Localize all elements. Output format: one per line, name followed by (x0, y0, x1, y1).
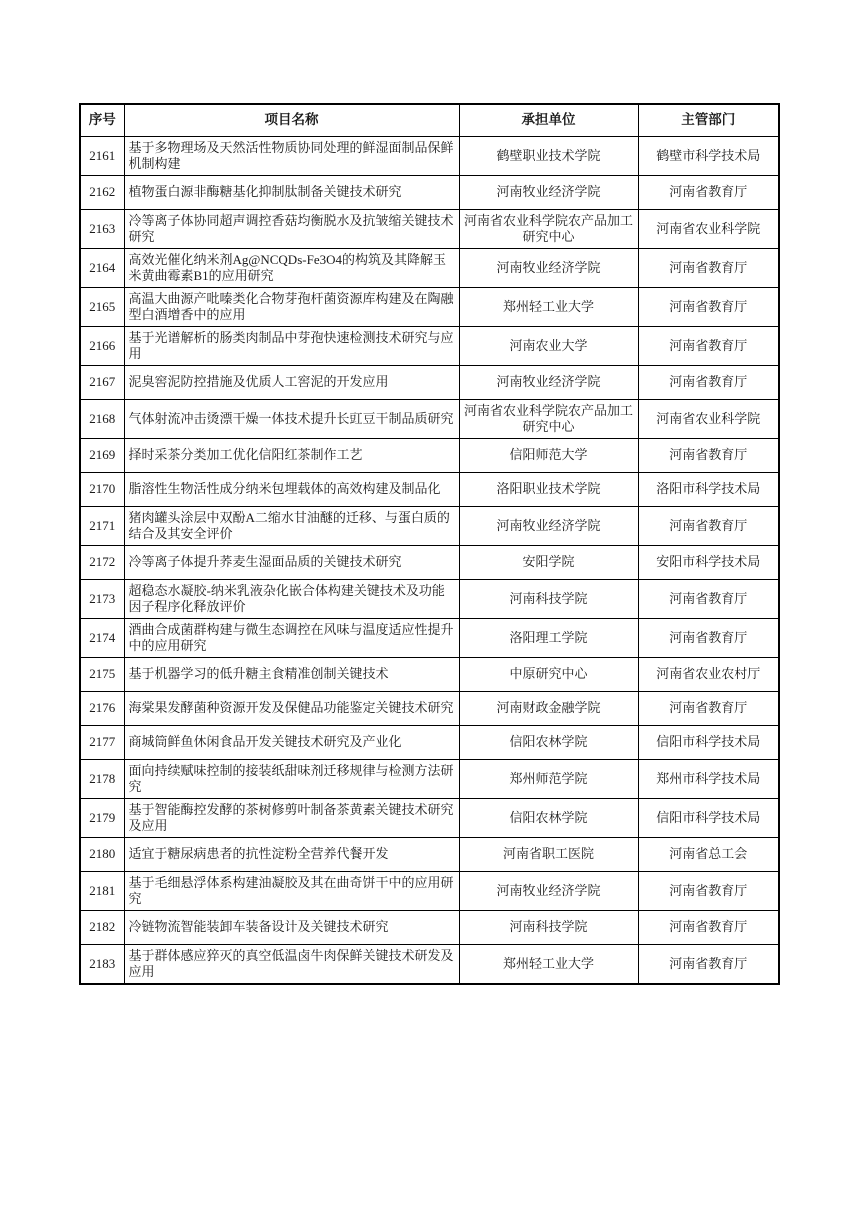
cell-no: 2177 (80, 725, 124, 759)
cell-name: 冷等离子体提升荞麦生湿面品质的关键技术研究 (124, 545, 459, 579)
table-row (80, 944, 779, 984)
cell-name: 商城筒鲜鱼休闲食品开发关键技术研究及产业化 (124, 725, 459, 759)
cell-dept: 河南省教育厅 (638, 910, 779, 944)
table-row (80, 399, 779, 438)
cell-name: 猪肉罐头涂层中双酚A二缩水甘油醚的迁移、与蛋白质的结合及其安全评价 (124, 506, 459, 545)
cell-name: 脂溶性生物活性成分纳米包埋载体的高效构建及制品化 (124, 472, 459, 506)
table-body (80, 136, 779, 984)
cell-dept: 河南省教育厅 (638, 175, 779, 209)
table-row (80, 438, 779, 472)
header-dept: 主管部门 (638, 104, 779, 136)
cell-unit: 安阳学院 (459, 545, 638, 579)
cell-unit: 洛阳职业技术学院 (459, 472, 638, 506)
cell-dept: 信阳市科学技术局 (638, 798, 779, 837)
cell-unit: 河南省农业科学院农产品加工研究中心 (459, 209, 638, 248)
table-row (80, 365, 779, 399)
cell-name: 超稳态水凝胶-纳米乳液杂化嵌合体构建关键技术及功能因子程序化释放评价 (124, 579, 459, 618)
cell-name: 泥臭窖泥防控措施及优质人工窖泥的开发应用 (124, 365, 459, 399)
cell-dept: 河南省教育厅 (638, 365, 779, 399)
cell-name: 基于智能酶控发酵的茶树修剪叶制备茶黄素关键技术研究及应用 (124, 798, 459, 837)
cell-unit: 郑州轻工业大学 (459, 944, 638, 984)
cell-dept: 河南省教育厅 (638, 944, 779, 984)
cell-no: 2180 (80, 837, 124, 871)
cell-dept: 河南省教育厅 (638, 326, 779, 365)
cell-unit: 洛阳理工学院 (459, 618, 638, 657)
table-row (80, 248, 779, 287)
cell-name: 基于多物理场及天然活性物质协同处理的鲜湿面制品保鲜机制构建 (124, 136, 459, 175)
cell-unit: 河南牧业经济学院 (459, 365, 638, 399)
cell-name: 冷等离子体协同超声调控香菇均衡脱水及抗皱缩关键技术研究 (124, 209, 459, 248)
cell-no: 2161 (80, 136, 124, 175)
table-row (80, 759, 779, 798)
cell-no: 2165 (80, 287, 124, 326)
projects-table-container (79, 103, 780, 985)
cell-no: 2162 (80, 175, 124, 209)
cell-no: 2179 (80, 798, 124, 837)
cell-dept: 河南省农业农村厅 (638, 657, 779, 691)
cell-no: 2182 (80, 910, 124, 944)
cell-unit: 信阳农林学院 (459, 725, 638, 759)
cell-name: 冷链物流智能装卸车装备设计及关键技术研究 (124, 910, 459, 944)
header-no: 序号 (80, 104, 124, 136)
table-header (80, 104, 779, 136)
cell-no: 2167 (80, 365, 124, 399)
cell-unit: 河南牧业经济学院 (459, 506, 638, 545)
cell-unit: 河南农业大学 (459, 326, 638, 365)
cell-unit: 河南牧业经济学院 (459, 871, 638, 910)
cell-unit: 中原研究中心 (459, 657, 638, 691)
cell-name: 基于机器学习的低升糖主食精准创制关键技术 (124, 657, 459, 691)
table-row (80, 691, 779, 725)
cell-unit: 郑州师范学院 (459, 759, 638, 798)
cell-unit: 河南省职工医院 (459, 837, 638, 871)
header-name: 项目名称 (124, 104, 459, 136)
table-row (80, 618, 779, 657)
table-row (80, 579, 779, 618)
cell-no: 2183 (80, 944, 124, 984)
cell-no: 2181 (80, 871, 124, 910)
cell-unit: 河南财政金融学院 (459, 691, 638, 725)
cell-no: 2174 (80, 618, 124, 657)
cell-unit: 信阳农林学院 (459, 798, 638, 837)
cell-no: 2176 (80, 691, 124, 725)
cell-name: 面向持续赋味控制的接装纸甜味剂迁移规律与检测方法研究 (124, 759, 459, 798)
cell-dept: 郑州市科学技术局 (638, 759, 779, 798)
cell-no: 2172 (80, 545, 124, 579)
cell-dept: 信阳市科学技术局 (638, 725, 779, 759)
cell-dept: 河南省总工会 (638, 837, 779, 871)
cell-no: 2168 (80, 399, 124, 438)
cell-no: 2178 (80, 759, 124, 798)
table-row (80, 175, 779, 209)
cell-unit: 信阳师范大学 (459, 438, 638, 472)
cell-no: 2163 (80, 209, 124, 248)
cell-name: 择时采茶分类加工优化信阳红茶制作工艺 (124, 438, 459, 472)
cell-unit: 河南牧业经济学院 (459, 175, 638, 209)
cell-dept: 河南省教育厅 (638, 871, 779, 910)
cell-name: 酒曲合成菌群构建与微生态调控在风味与温度适应性提升中的应用研究 (124, 618, 459, 657)
cell-name: 基于毛细悬浮体系构建油凝胶及其在曲奇饼干中的应用研究 (124, 871, 459, 910)
table-row (80, 798, 779, 837)
cell-dept: 河南省教育厅 (638, 618, 779, 657)
cell-unit: 郑州轻工业大学 (459, 287, 638, 326)
cell-dept: 河南省教育厅 (638, 579, 779, 618)
table-row (80, 837, 779, 871)
cell-dept: 河南省农业科学院 (638, 399, 779, 438)
header-unit: 承担单位 (459, 104, 638, 136)
cell-name: 高温大曲源产吡嗪类化合物芽孢杆菌资源库构建及在陶融型白酒增香中的应用 (124, 287, 459, 326)
table-row (80, 725, 779, 759)
cell-no: 2164 (80, 248, 124, 287)
cell-no: 2171 (80, 506, 124, 545)
cell-dept: 河南省教育厅 (638, 691, 779, 725)
cell-dept: 洛阳市科学技术局 (638, 472, 779, 506)
table-row (80, 871, 779, 910)
table-row (80, 506, 779, 545)
cell-dept: 安阳市科学技术局 (638, 545, 779, 579)
cell-name: 高效光催化纳米剂Ag@NCQDs-Fe3O4的构筑及其降解玉米黄曲霉素B1的应用研究 (124, 248, 459, 287)
cell-no: 2175 (80, 657, 124, 691)
cell-unit: 鹤壁职业技术学院 (459, 136, 638, 175)
cell-dept: 河南省教育厅 (638, 438, 779, 472)
table-row (80, 545, 779, 579)
table-row (80, 209, 779, 248)
cell-unit: 河南牧业经济学院 (459, 248, 638, 287)
cell-no: 2166 (80, 326, 124, 365)
table-row (80, 910, 779, 944)
projects-table (79, 103, 780, 985)
cell-dept: 河南省教育厅 (638, 248, 779, 287)
cell-name: 植物蛋白源非酶糖基化抑制肽制备关键技术研究 (124, 175, 459, 209)
table-row (80, 472, 779, 506)
cell-unit: 河南科技学院 (459, 579, 638, 618)
cell-dept: 河南省教育厅 (638, 506, 779, 545)
cell-no: 2170 (80, 472, 124, 506)
table-row (80, 326, 779, 365)
cell-dept: 河南省农业科学院 (638, 209, 779, 248)
cell-name: 基于光谱解析的肠类肉制品中芽孢快速检测技术研究与应用 (124, 326, 459, 365)
table-row (80, 657, 779, 691)
cell-name: 基于群体感应猝灭的真空低温卤牛肉保鲜关键技术研发及应用 (124, 944, 459, 984)
table-row (80, 136, 779, 175)
cell-name: 气体射流冲击烫漂干燥一体技术提升长豇豆干制品质研究 (124, 399, 459, 438)
cell-no: 2169 (80, 438, 124, 472)
cell-unit: 河南省农业科学院农产品加工研究中心 (459, 399, 638, 438)
table-row (80, 287, 779, 326)
cell-dept: 河南省教育厅 (638, 287, 779, 326)
cell-name: 适宜于糖尿病患者的抗性淀粉全营养代餐开发 (124, 837, 459, 871)
cell-name: 海棠果发酵菌种资源开发及保健品功能鉴定关键技术研究 (124, 691, 459, 725)
header-row (80, 104, 779, 136)
cell-no: 2173 (80, 579, 124, 618)
cell-dept: 鹤壁市科学技术局 (638, 136, 779, 175)
cell-unit: 河南科技学院 (459, 910, 638, 944)
